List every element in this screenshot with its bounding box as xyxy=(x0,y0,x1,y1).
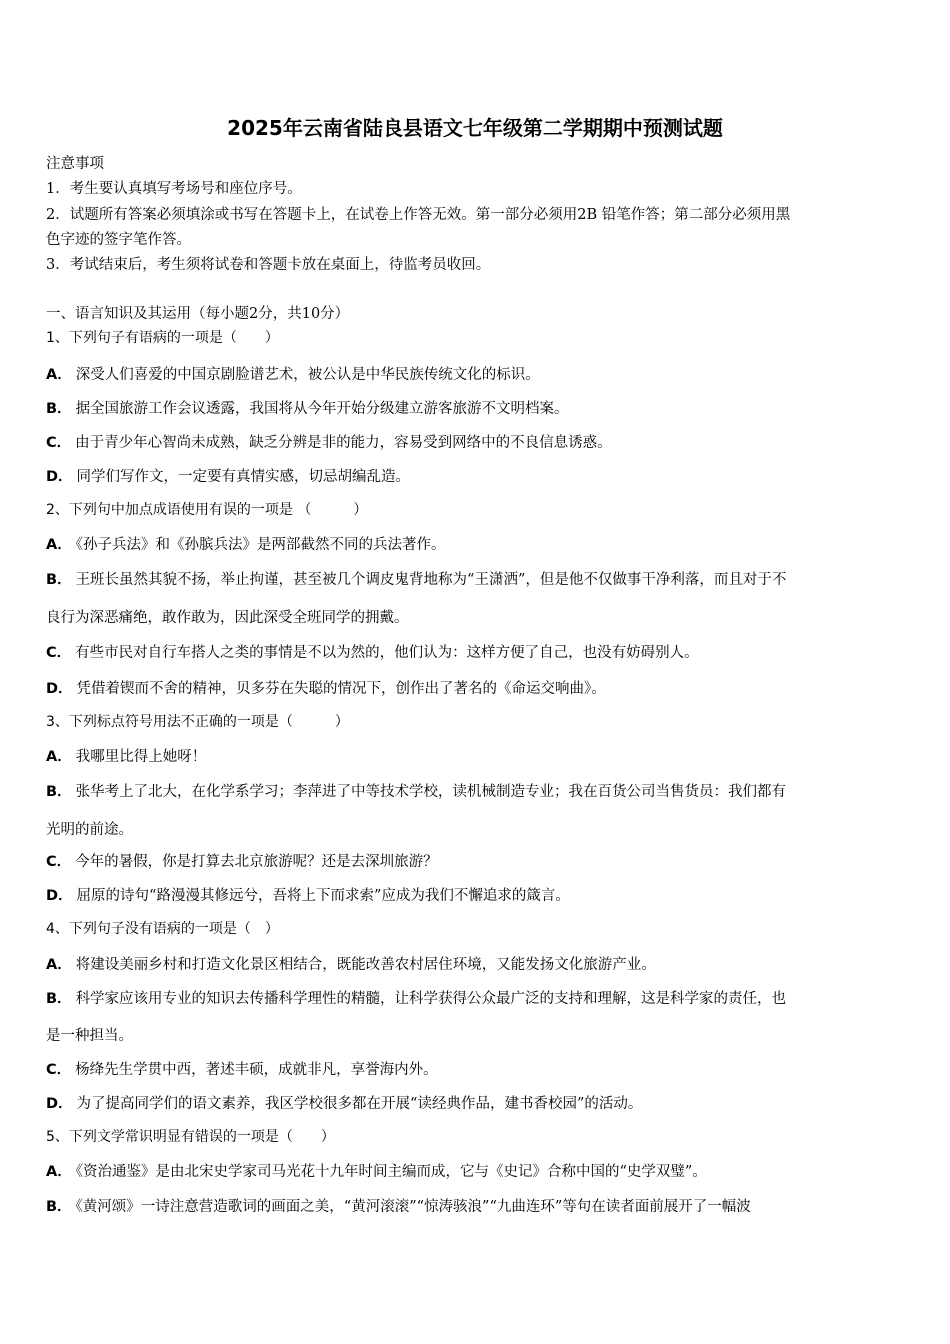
option-letter: B． xyxy=(46,991,72,1007)
option-letter: D． xyxy=(46,469,73,485)
option-text: 深受人们喜爱的中国京剧脸谱艺术，被公认是中华民族传统文化的标识。 xyxy=(75,367,540,383)
option-row xyxy=(46,1160,908,1181)
option-text: 有些市民对自行车搭人之类的事情是不以为然的，他们认为：这样方便了自己，也没有妨碍别人。 xyxy=(75,645,699,661)
option-letter: B． xyxy=(46,572,72,588)
option-row xyxy=(46,641,908,662)
option-text: 王班长虽然其貌不扬，举止拘谨，甚至被几个调皮鬼背地称为“王潇洒”，但是他不仅做事干净利落，而且对于不 xyxy=(75,572,787,588)
option-letter: D． xyxy=(46,1096,73,1112)
option-text: 屈原的诗句“路漫漫其修远兮，吾将上下而求索”应成为我们不懈追求的箴言。 xyxy=(76,888,570,904)
option-row xyxy=(46,953,908,974)
option-row xyxy=(46,677,908,698)
option-row xyxy=(46,1195,908,1216)
notice-heading: 注意事项 xyxy=(46,156,104,172)
option-letter: B． xyxy=(46,1199,72,1215)
option-letter: B． xyxy=(46,784,72,800)
option-letter: C． xyxy=(46,435,72,451)
notice-item-3: 3．考试结束后，考生须将试卷和答题卡放在桌面上，待监考员收回。 xyxy=(46,257,491,273)
question-stem: 4、下列句子没有语病的一项是（ ） xyxy=(46,921,279,937)
option-row xyxy=(46,465,908,486)
option-text: 将建设美丽乡村和打造文化景区相结合，既能改善农村居住环境，又能发扬文化旅游产业。 xyxy=(75,957,656,973)
option-text: 为了提高同学们的语文素养，我区学校很多都在开展“读经典作品，建书香校园”的活动。 xyxy=(76,1096,643,1112)
option-row xyxy=(46,850,908,871)
option-row xyxy=(46,397,908,418)
option-text: 我哪里比得上她呀！ xyxy=(75,749,207,765)
option-row xyxy=(46,431,908,452)
option-row xyxy=(46,884,908,905)
option-row xyxy=(46,745,908,766)
option-row xyxy=(46,987,908,1008)
option-text: 杨绛先生学贯中西，著述丰硕，成就非凡，享誉海内外。 xyxy=(75,1062,438,1078)
notice-item-1: 1．考生要认真填写考场号和座位序号。 xyxy=(46,181,302,197)
option-row xyxy=(46,363,908,384)
option-text: 凭借着锲而不舍的精神，贝多芬在失聪的情况下，创作出了著名的《命运交响曲》。 xyxy=(76,681,606,697)
option-letter: A． xyxy=(46,749,72,765)
option-text: 《孙子兵法》和《孙膑兵法》是两部截然不同的兵法著作。 xyxy=(75,537,446,553)
question-stem: 2、下列句中加点成语使用有误的一项是 （ ） xyxy=(46,502,368,518)
option-letter: C． xyxy=(46,854,72,870)
question-stem: 3、下列标点符号用法不正确的一项是（ ） xyxy=(46,714,349,730)
option-letter: A． xyxy=(46,1164,72,1180)
option-letter: C． xyxy=(46,645,72,661)
option-text: 据全国旅游工作会议透露，我国将从今年开始分级建立游客旅游不文明档案。 xyxy=(75,401,569,417)
option-letter: B． xyxy=(46,401,72,417)
option-row xyxy=(46,780,908,801)
option-row xyxy=(46,568,908,589)
option-letter: C． xyxy=(46,1062,72,1078)
option-continuation: 是一种担当。 xyxy=(46,1028,133,1044)
question-stem: 1、下列句子有语病的一项是（ ） xyxy=(46,330,279,346)
notice-item-2-cont: 色字迹的签字笔作答。 xyxy=(46,232,191,248)
notice-item-2: 2．试题所有答案必须填涂或书写在答题卡上，在试卷上作答无效。第一部分必须用2B 铅笔作答；第二部分必须用黑 xyxy=(46,207,791,223)
option-row xyxy=(46,1058,908,1079)
option-letter: A． xyxy=(46,367,72,383)
option-letter: D． xyxy=(46,681,73,697)
option-letter: A． xyxy=(46,537,72,553)
option-continuation: 良行为深恶痛绝，敢作敢为，因此深受全班同学的拥戴。 xyxy=(46,610,409,626)
option-row xyxy=(46,1092,908,1113)
page-title: 2025年云南省陆良县语文七年级第二学期期中预测试题 xyxy=(227,116,723,140)
option-text: 今年的暑假，你是打算去北京旅游呢？还是去深圳旅游？ xyxy=(75,854,438,870)
option-letter: A． xyxy=(46,957,72,973)
option-text: 科学家应该用专业的知识去传播科学理性的精髓，让科学获得公众最广泛的支持和理解，这是科学家的责任，也 xyxy=(75,991,787,1007)
option-letter: D． xyxy=(46,888,73,904)
option-continuation: 光明的前途。 xyxy=(46,822,133,838)
option-text: 《黄河颂》一诗注意营造歌词的画面之美，“黄河滚滚”“惊涛骇浪”“九曲连环”等句在读者面前展开了一幅波 xyxy=(75,1199,751,1215)
question-stem: 5、下列文学常识明显有错误的一项是（ ） xyxy=(46,1129,335,1145)
option-text: 同学们写作文，一定要有真情实感，切忌胡编乱造。 xyxy=(76,469,411,485)
option-text: 由于青少年心智尚未成熟，缺乏分辨是非的能力，容易受到网络中的不良信息诱惑。 xyxy=(75,435,612,451)
section-heading: 一、语言知识及其运用（每小题2分，共10分） xyxy=(46,306,350,322)
option-row xyxy=(46,533,908,554)
option-text: 张华考上了北大，在化学系学习；李萍进了中等技术学校，读机械制造专业；我在百货公司当售货员：我们都有 xyxy=(75,784,787,800)
option-text: 《资治通鉴》是由北宋史学家司马光花十九年时间主编而成，它与《史记》合称中国的“史学双璧”。 xyxy=(75,1164,707,1180)
